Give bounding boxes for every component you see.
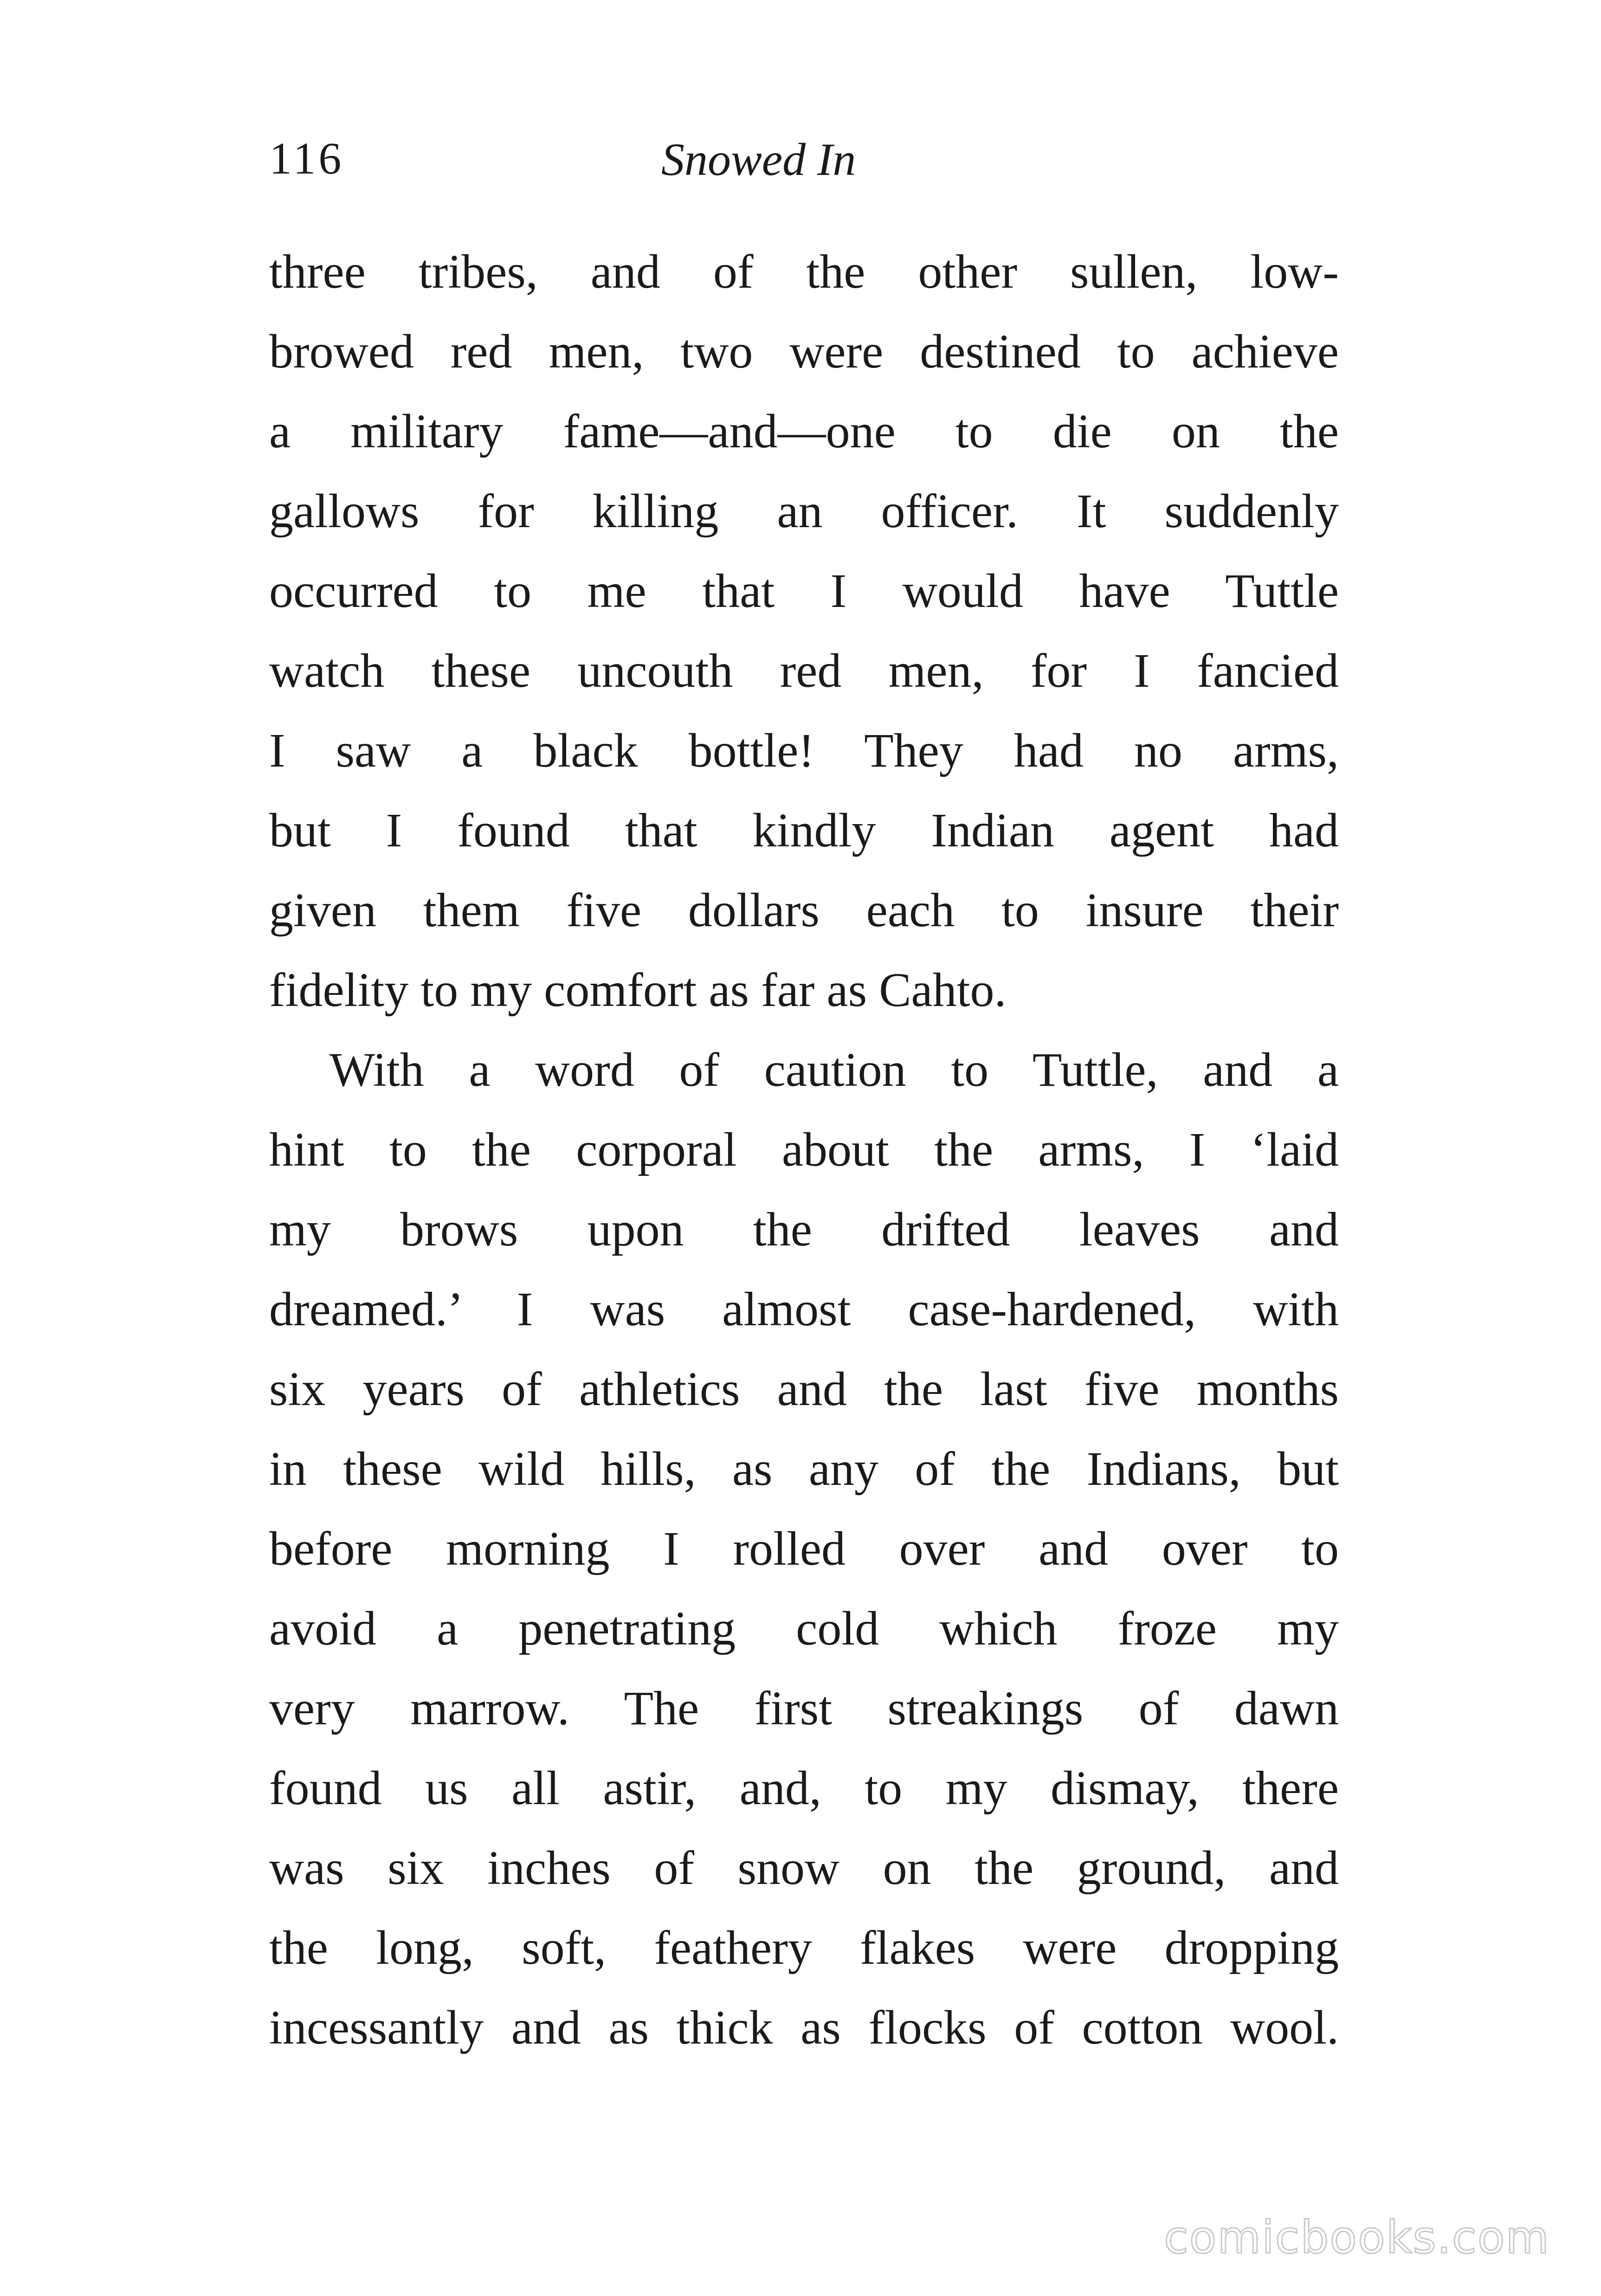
text-line: was six inches of snow on the ground, and xyxy=(269,1841,1339,1895)
text-line: gallows for killing an officer. It suddenly xyxy=(269,484,1339,538)
text-line: found us all astir, and, to my dismay, there xyxy=(269,1761,1339,1815)
text-line: watch these uncouth red men, for I fancied xyxy=(269,644,1339,697)
paragraph xyxy=(269,232,1339,1030)
text-line: in these wild hills, as any of the Indians, but xyxy=(269,1442,1339,1496)
text-line: the long, soft, feathery flakes were dropping xyxy=(269,1921,1339,1974)
text-line: but I found that kindly Indian agent had xyxy=(269,804,1339,857)
text-line: a military fame—and—one to die on the xyxy=(269,405,1339,458)
text-line: three tribes, and of the other sullen, low- xyxy=(269,245,1339,298)
watermark: comicbooks.com xyxy=(1163,2212,1550,2264)
text-line: very marrow. The first streakings of dawn xyxy=(269,1682,1339,1735)
text-line: hint to the corporal about the arms, I ‘laid xyxy=(269,1123,1339,1176)
text-line: my brows upon the drifted leaves and xyxy=(269,1203,1339,1256)
text-line: browed red men, two were destined to achieve xyxy=(269,325,1339,378)
text-line: avoid a penetrating cold which froze my xyxy=(269,1602,1339,1655)
text-line: dreamed.’ I was almost case-hardened, with xyxy=(269,1283,1339,1336)
text-line: six years of athletics and the last five months xyxy=(269,1362,1339,1416)
page-number: 116 xyxy=(269,134,344,184)
running-head: Snowed In xyxy=(661,134,856,185)
text-line: given them five dollars each to insure their xyxy=(269,884,1339,937)
text-line: With a word of caution to Tuttle, and a xyxy=(329,1043,1339,1096)
text-line: incessantly and as thick as flocks of cotton wool. xyxy=(269,2001,1339,2054)
text-line: fidelity to my comfort as far as Cahto. xyxy=(269,963,1007,1017)
body-text xyxy=(269,232,1339,2068)
text-line: I saw a black bottle! They had no arms, xyxy=(269,724,1339,777)
paragraph xyxy=(269,1030,1339,2068)
text-line: occurred to me that I would have Tuttle xyxy=(269,564,1339,618)
page-header xyxy=(269,133,1336,198)
text-line: before morning I rolled over and over to xyxy=(269,1522,1339,1575)
